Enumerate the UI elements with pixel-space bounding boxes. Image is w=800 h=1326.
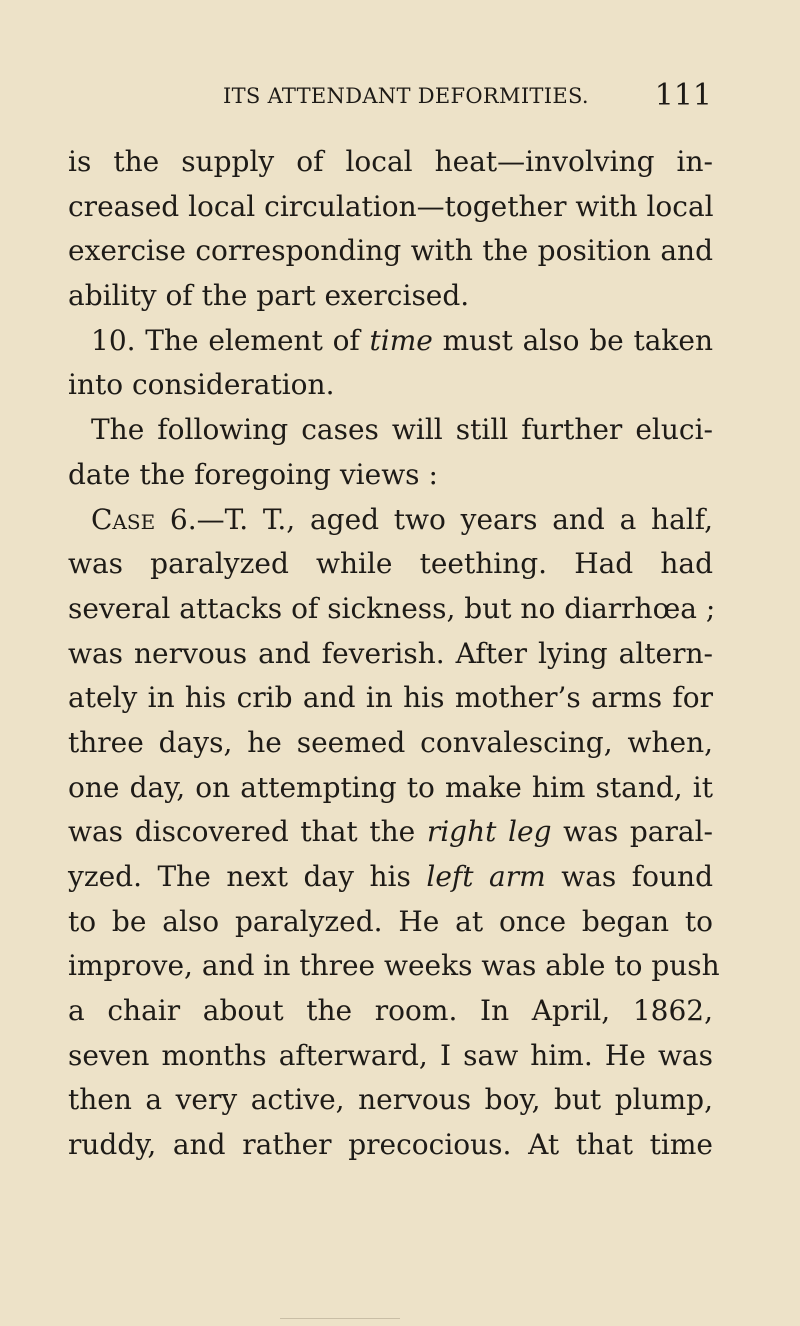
text-line-case-heading <box>68 498 713 543</box>
text-segment: 6.—T. T., aged two years and a half, <box>155 502 713 536</box>
italic-term-right-leg: right leg <box>426 815 552 849</box>
body-text <box>68 140 720 1168</box>
text-line-right-leg <box>68 810 713 855</box>
text-line: three days, he seemed convalescing, when, <box>68 725 713 759</box>
text-line: to be also paralyzed. He at once began to <box>68 904 713 938</box>
text-segment: was paral- <box>551 815 713 849</box>
text-line: The following cases will still further eluci- <box>91 413 713 447</box>
text-segment: was found <box>545 860 714 893</box>
text-line: exercise corresponding with the position and <box>68 234 713 268</box>
text-line: date the foregoing views : <box>68 457 438 491</box>
text-line: creased local circulation—together with local <box>68 189 714 223</box>
text-segment: 10. The element of <box>91 323 370 357</box>
text-line-left-arm <box>68 855 713 900</box>
text-line: is the supply of local heat—involving in- <box>68 145 713 178</box>
text-line: one day, on attempting to make him stand, it <box>68 770 713 804</box>
text-line: seven months afterward, I saw him. He was <box>68 1038 713 1072</box>
case-label: Case <box>91 502 156 536</box>
text-line: into consideration. <box>68 368 335 402</box>
running-head <box>68 78 712 124</box>
text-line: was nervous and feverish. After lying altern- <box>68 636 713 670</box>
text-segment: must also be taken <box>432 323 713 357</box>
italic-term-time: time <box>369 323 433 357</box>
text-line: ability of the part exercised. <box>68 279 470 313</box>
italic-term-left-arm: left arm <box>426 860 546 893</box>
text-line: ruddy, and rather precocious. At that time <box>68 1128 713 1162</box>
text-segment: was discovered that the <box>68 815 427 849</box>
text-line: improve, and in three weeks was able to push <box>68 949 720 983</box>
text-line-item-10 <box>68 319 713 364</box>
scan-edge-mark <box>280 1318 400 1319</box>
running-title: ITS ATTENDANT DEFORMITIES. <box>223 84 589 108</box>
text-line: was paralyzed while teething. Had had <box>68 547 713 581</box>
text-line: several attacks of sickness, but no diarrhœa ; <box>68 591 716 625</box>
text-line: then a very active, nervous boy, but plump, <box>68 1083 713 1117</box>
text-line: a chair about the room. In April, 1862, <box>68 994 713 1028</box>
page-number: 111 <box>654 78 712 113</box>
text-line: ately in his crib and in his mother’s arms for <box>68 681 713 715</box>
text-segment: yzed. The next day his <box>68 860 427 893</box>
